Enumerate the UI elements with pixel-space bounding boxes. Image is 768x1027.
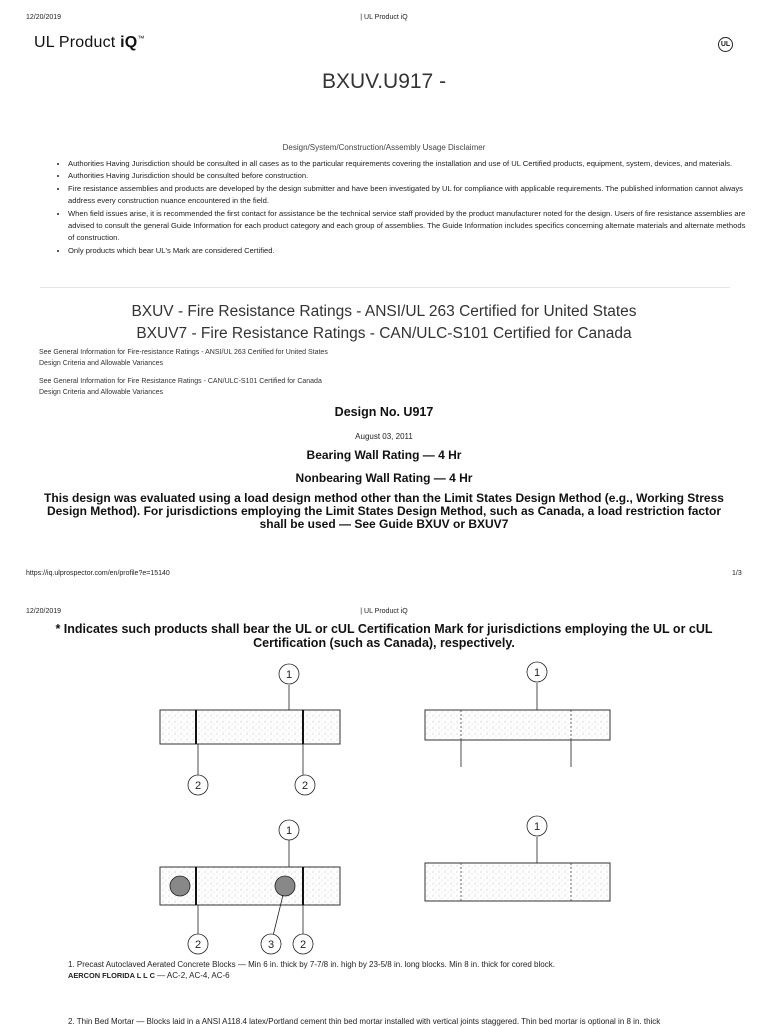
- bearing-rating: Bearing Wall Rating — 4 Hr: [306, 448, 462, 462]
- info-us-criteria-link[interactable]: Design Criteria and Allowable Variances: [39, 360, 163, 367]
- disclaimer-list: [54, 158, 748, 257]
- item-1-text: 1. Precast Autoclaved Aerated Concrete Blocks — Min 6 in. thick by 7-7/8 in. high by 23-5/8 in. long blocks. Min 8 in. thick for cored block.: [68, 960, 555, 969]
- diagram-bottom-right: [425, 816, 610, 901]
- callout-1: 1: [285, 825, 293, 837]
- footer-page-number: 1/3: [732, 570, 742, 577]
- brand-prefix: UL Product: [34, 34, 121, 51]
- info-ca-link[interactable]: See General Information for Fire Resistance Ratings - CAN/ULC-S101 Certified for Canada: [39, 378, 322, 385]
- print-date: 12/20/2019: [26, 608, 62, 615]
- load-design-note: This design was evaluated using a load design method other than the Limit States Design Method (e.g., Working Stress Design Method). For jurisdictions employing the Limit States Design Method, such as Canada, a load restriction factor shall be used — See Guide BXUV or BXUV7: [44, 491, 724, 531]
- print-title: | UL Product iQ: [360, 14, 408, 21]
- design-number: Design No. U917: [334, 405, 434, 419]
- item-1: [68, 959, 748, 981]
- design-date: August 03, 2011: [355, 432, 413, 441]
- callout-2: 2: [301, 780, 309, 792]
- item-2-text: 2. Thin Bed Mortar — Blocks laid in a ANSI A118.4 latex/Portland cement thin bed mortar installed with vertical joints staggered. Thin bed mortar is optional in 8 in. thick: [68, 1017, 661, 1026]
- page-title: BXUV.U917 -: [321, 70, 447, 93]
- divider: [40, 287, 730, 288]
- info-ca: [39, 376, 322, 398]
- list-item: • Fire resistance assemblies and products are developed by the design submitter and have been investigated by UL for compliance with applicable requirements. The published information cannot always address every construction nuance encountered in the field.: [68, 183, 748, 208]
- heading-bxuv: BXUV - Fire Resistance Ratings - ANSI/UL 263 Certified for United States: [131, 303, 637, 320]
- list-item: • When field issues arise, it is recommended the first contact for assistance be the technical service staff provided by the product manufacturer noted for the design. Users of fire resistance assemblies are advised to consult the general Guide Information for each product category and each group of assemblies. The Guide Information includes specifics concerning alternate materials and alternate methods of construction.: [68, 208, 748, 245]
- callout-2: 2: [194, 939, 202, 951]
- nonbearing-rating: Nonbearing Wall Rating — 4 Hr: [295, 471, 473, 485]
- list-item: • Authorities Having Jurisdiction should be consulted before construction.: [68, 170, 748, 182]
- info-us: [39, 347, 328, 369]
- item-2: [68, 1016, 748, 1027]
- footer-url: https://iq.ulprospector.com/en/profile?e=15140: [26, 570, 170, 577]
- disclaimer-heading: Design/System/Construction/Assembly Usage Disclaimer: [282, 143, 486, 152]
- list-item: • Authorities Having Jurisdiction should be consulted in all cases as to the particular requirements covering the installation and use of UL Certified products, equipment, system, devices, and materials.: [68, 158, 748, 170]
- ul-mark-icon: UL: [718, 37, 733, 52]
- print-date: 12/20/2019: [26, 14, 62, 21]
- callout-2: 2: [299, 939, 307, 951]
- callout-1: 1: [285, 669, 293, 681]
- callout-2: 2: [194, 780, 202, 792]
- info-us-link[interactable]: See General Information for Fire-resistance Ratings - ANSI/UL 263 Certified for United States: [39, 349, 328, 356]
- diagram-top-right: [425, 662, 610, 767]
- print-title: | UL Product iQ: [360, 608, 408, 615]
- callout-1: 1: [533, 821, 541, 833]
- list-item: • Only products which bear UL's Mark are considered Certified.: [68, 245, 748, 257]
- diagram-bottom-left: [160, 820, 340, 954]
- brand-emph: iQ: [120, 34, 138, 51]
- brand-logo[interactable]: [34, 34, 145, 52]
- certification-notice: * Indicates such products shall bear the UL or cUL Certification Mark for jurisdictions employing the UL or cUL Certification (such as Canada), respectively.: [55, 622, 713, 650]
- info-ca-criteria-link[interactable]: Design Criteria and Allowable Variances: [39, 389, 163, 396]
- callout-1: 1: [533, 667, 541, 679]
- brand-tm: ™: [137, 35, 145, 43]
- item-1-products: [68, 970, 748, 981]
- assembly-diagrams: [0, 655, 768, 955]
- item-1-models: — AC-2, AC-4, AC-6: [154, 971, 230, 980]
- item-1-company-link[interactable]: AERCON FLORIDA L L C: [68, 971, 155, 980]
- callout-3: 3: [267, 939, 275, 951]
- diagram-top-left: [160, 664, 340, 795]
- heading-bxuv7: BXUV7 - Fire Resistance Ratings - CAN/ULC-S101 Certified for Canada: [136, 325, 632, 342]
